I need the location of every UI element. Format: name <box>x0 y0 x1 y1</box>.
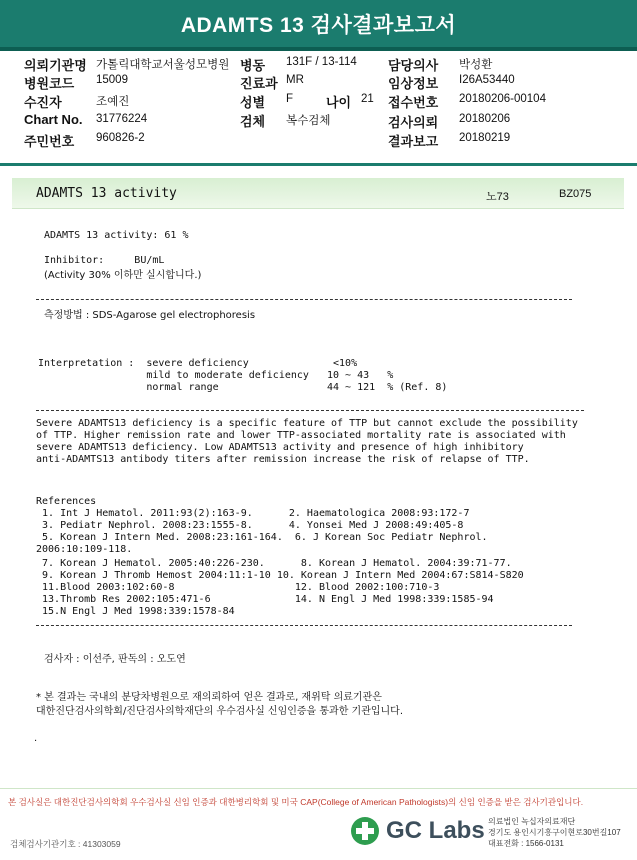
value-chart-no: 31776224 <box>96 113 148 125</box>
org-name: 의료법인 녹십자의료재단 <box>488 817 576 826</box>
note-line: 대한진단검사의학회/진단검사의학재단의 우수검사실 신임인증을 통과한 기관입니다. <box>36 706 404 717</box>
inhibitor-note: (Activity 30% 이하만 실시합니다.) <box>44 270 202 281</box>
label-hospital-code: 병원코드 <box>24 76 75 91</box>
value-age: 21 <box>361 93 374 105</box>
paragraph-line: Severe ADAMTS13 deficiency is a specific feature of TTP but cannot exclude the possibility <box>36 418 578 429</box>
label-sex: 성별 <box>240 95 266 110</box>
label-receipt-no: 접수번호 <box>388 95 439 110</box>
interpretation-line: normal range 44 ~ 121 % (Ref. 8) <box>38 382 448 393</box>
label-physician: 담당의사 <box>388 58 439 73</box>
examiner-line: 검사자 : 이선주, 판독의 : 오도연 <box>44 654 186 665</box>
inhibitor-line: Inhibitor: BU/mL <box>44 255 165 266</box>
reference-item: 1. Int J Hematol. 2011:93(2):163-9. 2. Haematologica 2008:93:172-7 <box>36 508 470 519</box>
reference-item: 15.N Engl J Med 1998:339:1578-84 <box>36 606 235 617</box>
gc-labs-logo <box>350 816 485 846</box>
label-chart-no: Chart No. <box>24 112 83 127</box>
test-code-1: 노73 <box>486 191 509 203</box>
value-sex: F <box>286 93 294 105</box>
reference-item: 11.Blood 2003:102:60-8 12. Blood 2002:100:710-3 <box>36 582 440 593</box>
reference-item: 13.Thromb Res 2002:105:471-6 14. N Engl J Med 1998:339:1585-94 <box>36 594 494 605</box>
paragraph-line: of TTP. Higher remission rate and lower TTP-associated mortality rate is associated with <box>36 430 566 441</box>
org-address: 경기도 용인시기흥구이현로30번길107 <box>488 828 621 837</box>
reference-item: 7. Korean J Hematol. 2005:40:226-230. 8. Korean J Hematol. 2004:39:71-77. <box>36 558 512 569</box>
label-age: 나이 <box>326 95 352 110</box>
label-specimen: 검체 <box>240 114 266 129</box>
org-phone: 대표전화 : 1566-0131 <box>488 839 564 848</box>
reference-item: 2006:10:109-118. <box>36 544 133 555</box>
accreditation-note: 본 검사실은 대한진단검사의학회 우수검사실 신임 인증과 대한병리학회 및 미국 CAP(College of American Pathologists)의 신임 인증을 받은 검사기관입니다. <box>8 797 584 807</box>
dashed-divider <box>36 625 572 626</box>
patient-info <box>0 52 637 170</box>
dashed-divider <box>36 410 584 411</box>
value-patient: 조예진 <box>96 96 130 108</box>
dashed-divider <box>36 299 572 300</box>
label-ward: 병동 <box>240 58 266 73</box>
value-department: MR <box>286 74 304 86</box>
value-resident-no: 960826-2 <box>96 132 145 144</box>
reference-item: 5. Korean J Intern Med. 2008:23:161-164. 6. J Korean Soc Pediatr Nephrol. <box>36 532 488 543</box>
label-clinical-info: 임상정보 <box>388 76 439 91</box>
report-title: ADAMTS 13 검사결과보고서 <box>180 13 457 37</box>
method-line: 측정방법 : SDS-Agarose gel electrophoresis <box>44 310 256 321</box>
reference-item: 9. Korean J Thromb Hemost 2004:11:1-10 10. Korean J Intern Med 2004:67:S814-S820 <box>36 570 524 581</box>
test-name: ADAMTS 13 activity <box>36 186 177 201</box>
paragraph-line: severe ADAMTS13 deficiency. Low ADAMTS13 activity and presence of high inhibitory <box>36 442 524 453</box>
label-resident-no: 주민번호 <box>24 134 75 149</box>
report-header <box>0 0 637 51</box>
value-specimen: 복수검체 <box>286 115 331 127</box>
label-report-date: 결과보고 <box>388 134 439 149</box>
test-banner <box>12 178 624 209</box>
logo-text: GC Labs <box>386 817 485 844</box>
gc-cross-icon <box>350 816 380 846</box>
value-hospital-code: 15009 <box>96 74 128 86</box>
label-patient: 수진자 <box>24 95 62 110</box>
report-body <box>12 178 624 764</box>
paragraph-line: anti-ADAMTS13 antibody titers after remission increase the risk of relapse of TTP. <box>36 454 530 465</box>
footer-divider <box>0 788 637 789</box>
interpretation-line: mild to moderate deficiency 10 ~ 43 % <box>38 370 394 381</box>
label-request-date: 검사의뢰 <box>388 115 439 130</box>
value-report-date: 20180219 <box>459 132 511 144</box>
label-institution: 의뢰기관명 <box>24 58 87 73</box>
registration-code: 검체검사기관기호 : 41303059 <box>10 839 121 849</box>
divider-rule <box>0 163 637 166</box>
value-receipt-no: 20180206-00104 <box>459 93 546 105</box>
references-title: References <box>36 496 97 507</box>
value-clinical-info: I26A53440 <box>459 74 515 86</box>
value-physician: 박성환 <box>459 59 493 71</box>
reference-item: 3. Pediatr Nephrol. 2008:23:1555-8. 4. Yonsei Med J 2008:49:405-8 <box>36 520 464 531</box>
interpretation-line: Interpretation : severe deficiency <10% <box>38 358 358 369</box>
stray-dot: . <box>34 733 38 744</box>
value-institution: 가톨릭대학교서울성모병원 <box>96 59 230 71</box>
label-department: 진료과 <box>240 76 278 91</box>
test-code-2: BZ075 <box>559 188 592 200</box>
org-info <box>488 816 621 849</box>
result-line: ADAMTS 13 activity: 61 % <box>44 230 189 241</box>
value-ward: 131F / 13-114 <box>286 56 357 68</box>
note-line: * 본 결과는 국내의 분당차병원으로 재의뢰하여 얻은 결과로, 재위탁 의료기관은 <box>36 692 382 703</box>
value-request-date: 20180206 <box>459 113 511 125</box>
